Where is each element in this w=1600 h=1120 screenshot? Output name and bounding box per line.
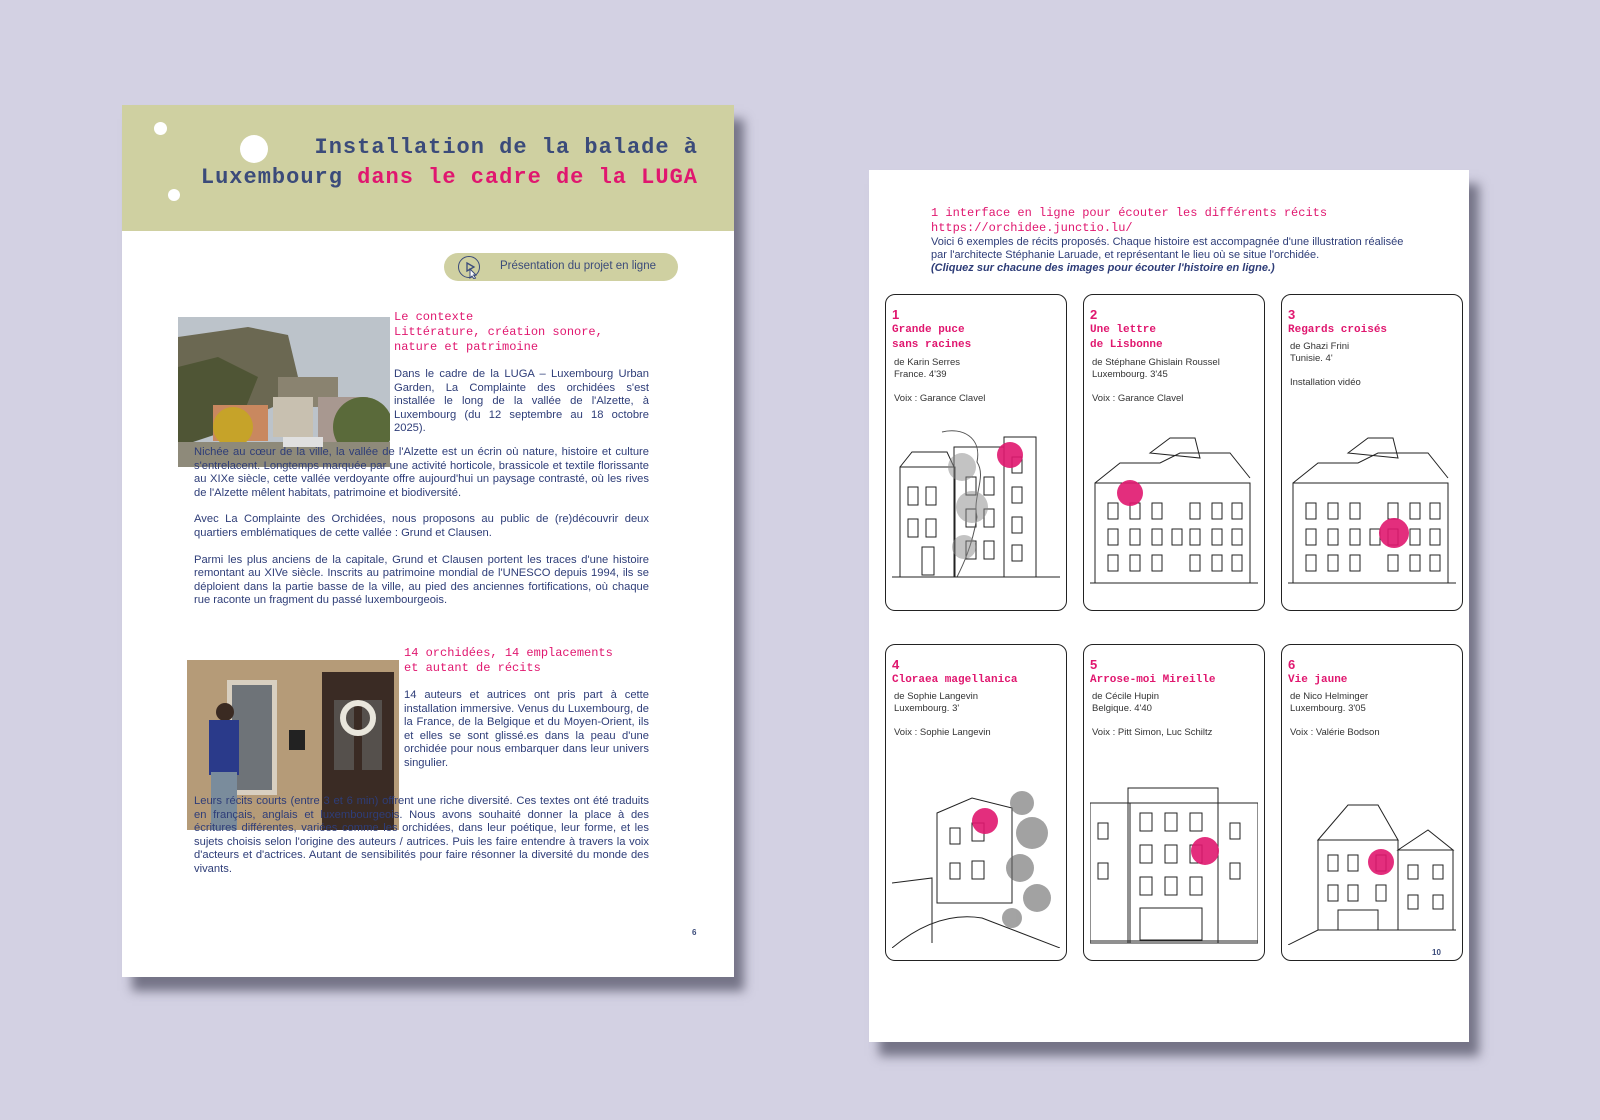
- card-info: de Cécile Hupin Belgique. 4'40 Voix : Pitt Simon, Luc Schiltz: [1092, 691, 1213, 738]
- paragraph: 14 auteurs et autrices ont pris part à cette installation immersive. Venus du Luxembourg, de la France, de la Belgique et du Moyen-Orient, ils et elles se sont glissé.es dans la peau d'une orchidée pour nous embarquer dans leur univers singulier.: [404, 689, 649, 769]
- building-illustration: [1090, 433, 1258, 593]
- building-illustration: [892, 427, 1060, 592]
- section2-body: [194, 795, 649, 890]
- card-info: de Karin Serres France. 4'39 Voix : Garance Clavel: [894, 357, 986, 404]
- paragraph: Avec La Complainte des Orchidées, nous proposons au public de (re)découvrir deux quartiers emblématiques de cette vallée : Grund et Clausen.: [194, 513, 649, 539]
- card-title: Grande puce sans racines: [892, 324, 972, 351]
- paragraph: Parmi les plus anciens de la capitale, Grund et Clausen portent les traces d'une histoire remontant au XIVe siècle. Inscrits au patrimoine mondial de l'UNESCO depuis 1994, ils se déploient dans la partie basse de la ville, au pied des anciennes fortifications, où chaque rue raconte un fragment du passé luxembourgeois.: [194, 553, 649, 607]
- decor-dot: [240, 135, 268, 163]
- card-info: de Sophie Langevin Luxembourg. 3' Voix : Sophie Langevin: [894, 691, 991, 738]
- building-illustration: [892, 773, 1060, 948]
- story-card-5[interactable]: [1083, 644, 1265, 961]
- story-card-1[interactable]: [885, 294, 1067, 611]
- paragraph: Nichée au cœur de la ville, la vallée de l'Alzette est un écrin où nature, histoire et culture s'entrelacent. Longtemps marquée par une activité horticole, brassicole et textile florissante au XIXe siècle, cette vallée verdoyante offre aujourd'hui un paysage contrasté, où les rives de l'Alzette mêlent habitats, patrimoine et biodiversité.: [194, 446, 649, 499]
- page-number: 10: [1432, 948, 1441, 957]
- card-info: de Ghazi Frini Tunisie. 4' Installation vidéo: [1290, 341, 1361, 388]
- building-illustration: [1288, 433, 1456, 593]
- section1-body: [194, 446, 649, 621]
- card-info: de Stéphane Ghislain Roussel Luxembourg. 3'45 Voix : Garance Clavel: [1092, 357, 1220, 404]
- title-pink-part: dans le cadre de la LUGA: [357, 165, 698, 190]
- card-info: de Nico Helminger Luxembourg. 3'05 Voix : Valérie Bodson: [1290, 691, 1380, 738]
- intro-note: (Cliquez sur chacune des images pour écouter l'histoire en ligne.): [931, 262, 1275, 274]
- right-page: [869, 170, 1469, 1042]
- alzette-valley-photo: [178, 317, 390, 467]
- section1-intro: [394, 368, 649, 449]
- online-button-label: Présentation du projet en ligne: [500, 260, 656, 272]
- section2-heading: 14 orchidées, 14 emplacements et autant de récits: [404, 646, 613, 675]
- paragraph: Leurs récits courts (entre 3 et 6 min) offrent une riche diversité. Ces textes ont été traduits en français, anglais et luxembourgeois. Nous avons souhaité donner la place à des écritures différentes, variées comme les orchidées, dans leur poétique, leur forme, et les sujets choisis selon l'origine des auteurs / autrices. Puis les faire entendre à travers la voix d'acteurs et d'actrices. Autant de sensibilités pour faire résonner la diversité du monde des vivants.: [194, 795, 649, 875]
- card-title: Une lettre de Lisbonne: [1090, 324, 1163, 351]
- header-band: [122, 105, 734, 231]
- interface-url-link[interactable]: https://orchidee.junctio.lu/: [931, 221, 1133, 235]
- card-number: 5: [1090, 657, 1098, 672]
- page-number: 6: [692, 928, 697, 937]
- decor-dot: [168, 189, 180, 201]
- left-page: [122, 105, 734, 977]
- section2-intro: [404, 689, 649, 784]
- interface-heading: [931, 206, 1327, 236]
- card-number: 4: [892, 657, 900, 672]
- story-card-6[interactable]: [1281, 644, 1463, 961]
- page-title-line2: [201, 165, 698, 190]
- interface-heading-text: 1 interface en ligne pour écouter les différents récits: [931, 206, 1328, 220]
- intro-text: [931, 236, 1411, 275]
- card-number: 3: [1288, 307, 1296, 322]
- page-title-line1: Installation de la balade à: [314, 135, 698, 160]
- title-blue-part: Luxembourg: [200, 165, 343, 190]
- story-card-4[interactable]: [885, 644, 1067, 961]
- card-title: Cloraea magellanica: [892, 674, 1018, 686]
- play-cursor-icon: [458, 256, 480, 278]
- card-title: Arrose-moi Mireille: [1090, 674, 1216, 686]
- paragraph: Dans le cadre de la LUGA – Luxembourg Urban Garden, La Complainte des orchidées s'est installée le long de la vallée de l'Alzette, à Luxembourg (du 12 septembre au 18 octobre 2025).: [394, 368, 649, 435]
- card-number: 1: [892, 307, 900, 322]
- story-card-2[interactable]: [1083, 294, 1265, 611]
- card-title: Vie jaune: [1288, 674, 1348, 686]
- card-number: 6: [1288, 657, 1296, 672]
- card-title: Regards croisés: [1288, 324, 1388, 336]
- intro-paragraph: Voici 6 exemples de récits proposés. Chaque histoire est accompagnée d'une illustration réalisée par l'architecte Stéphanie Laruade, et représentant le lieu où se situe l'orchidée.: [931, 236, 1404, 261]
- building-illustration: [1090, 783, 1258, 948]
- section1-heading: Le contexte Littérature, création sonore, nature et patrimoine: [394, 310, 603, 354]
- building-illustration: [1288, 780, 1456, 945]
- decor-dot: [154, 122, 167, 135]
- card-number: 2: [1090, 307, 1098, 322]
- story-card-3[interactable]: [1281, 294, 1463, 611]
- online-presentation-button[interactable]: [444, 253, 678, 281]
